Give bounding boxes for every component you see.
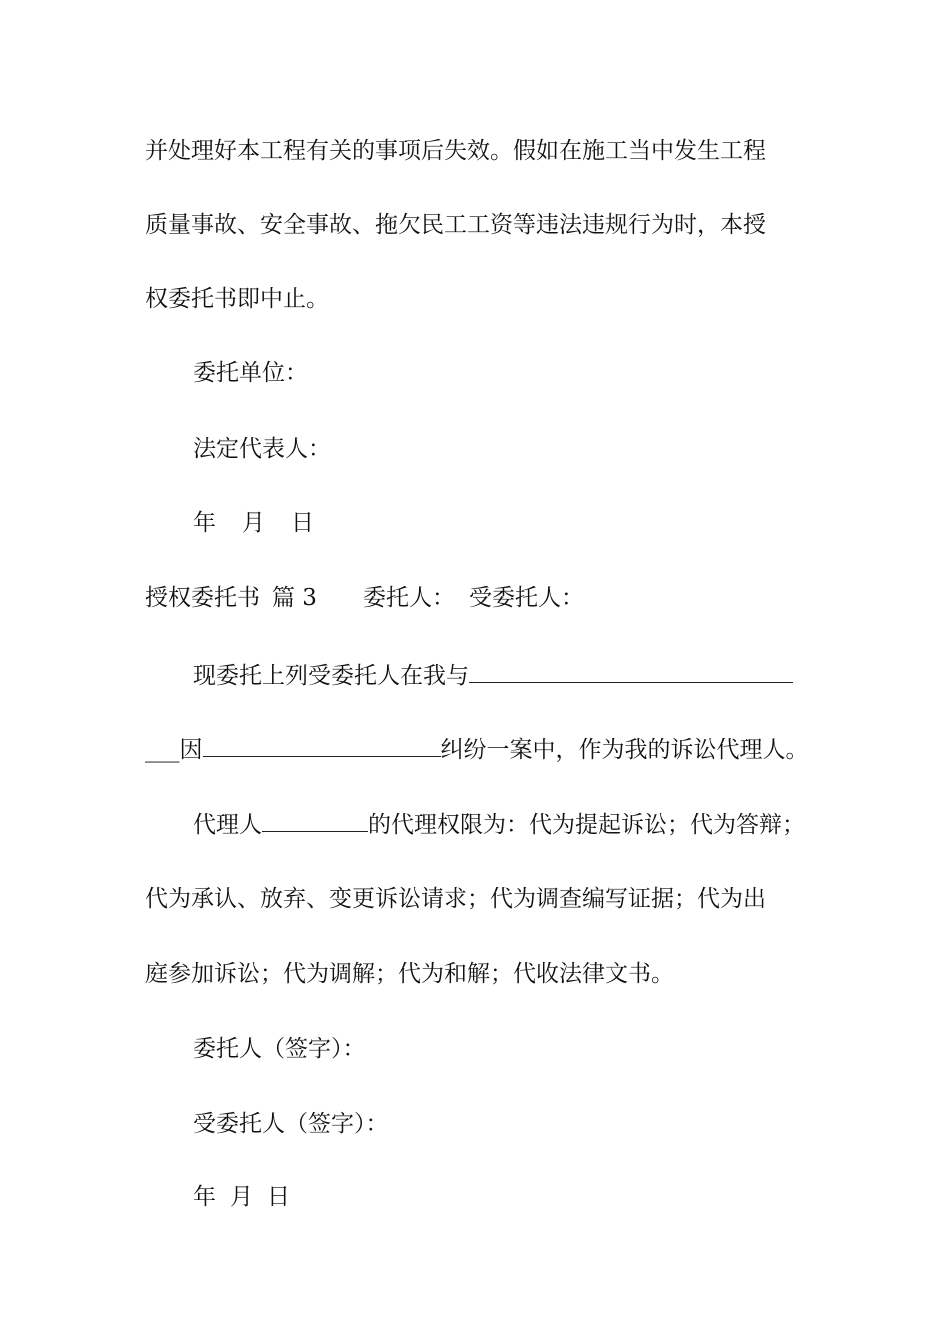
month-label: 月: [230, 1184, 253, 1210]
part-label: 篇 3: [272, 585, 317, 611]
blank-line-party: [469, 660, 793, 683]
month-label: 月: [242, 510, 265, 536]
principal-label: 委托人：: [362, 585, 455, 611]
agent-label: 受委托人：: [468, 585, 584, 611]
year-label: 年: [193, 1184, 216, 1210]
agency-scope-text: 的代理权限为：代为提起诉讼；代为答辩；: [368, 812, 805, 838]
paragraph-3-line-1: [193, 809, 805, 840]
agent-text: 代理人: [193, 812, 262, 838]
paragraph-3-line-2: 代为承认、放弃、变更诉讼请求；代为调查编写证据；代为出: [145, 886, 766, 912]
principal-signature-label: 委托人（签字）：: [193, 1036, 366, 1062]
paragraph-1-line-3: 权委托书即中止。: [145, 286, 329, 312]
paragraph-2-line-1: [193, 660, 793, 691]
entrust-text: 现委托上列受委托人在我与: [193, 663, 469, 689]
entrusting-unit-label: 委托单位：: [193, 360, 308, 386]
year-label: 年: [193, 510, 216, 536]
date-line-2: [193, 1182, 290, 1212]
blank-line-agent: [262, 809, 368, 832]
day-label: 日: [291, 510, 314, 536]
blank-line-dispute: [203, 734, 441, 757]
legal-representative-label: 法定代表人：: [193, 436, 331, 462]
agent-signature-label: 受委托人（签字）：: [193, 1111, 389, 1137]
date-line-1: [193, 508, 314, 538]
day-label: 日: [267, 1184, 290, 1210]
paragraph-1-line-2: 质量事故、安全事故、拖欠民工工资等违法违规行为时，本授: [145, 212, 766, 238]
document-title: 授权委托书: [145, 585, 260, 611]
paragraph-1-line-1: 并处理好本工程有关的事项后失效。假如在施工当中发生工程: [145, 138, 766, 164]
paragraph-3-line-3: 庭参加诉讼；代为调解；代为和解；代收法律文书。: [145, 961, 674, 987]
dispute-text: 纠纷一案中，作为我的诉讼代理人。: [440, 737, 809, 763]
because-text: ___因: [145, 737, 203, 763]
section-header: [145, 583, 584, 613]
paragraph-2-line-2: [145, 734, 809, 765]
